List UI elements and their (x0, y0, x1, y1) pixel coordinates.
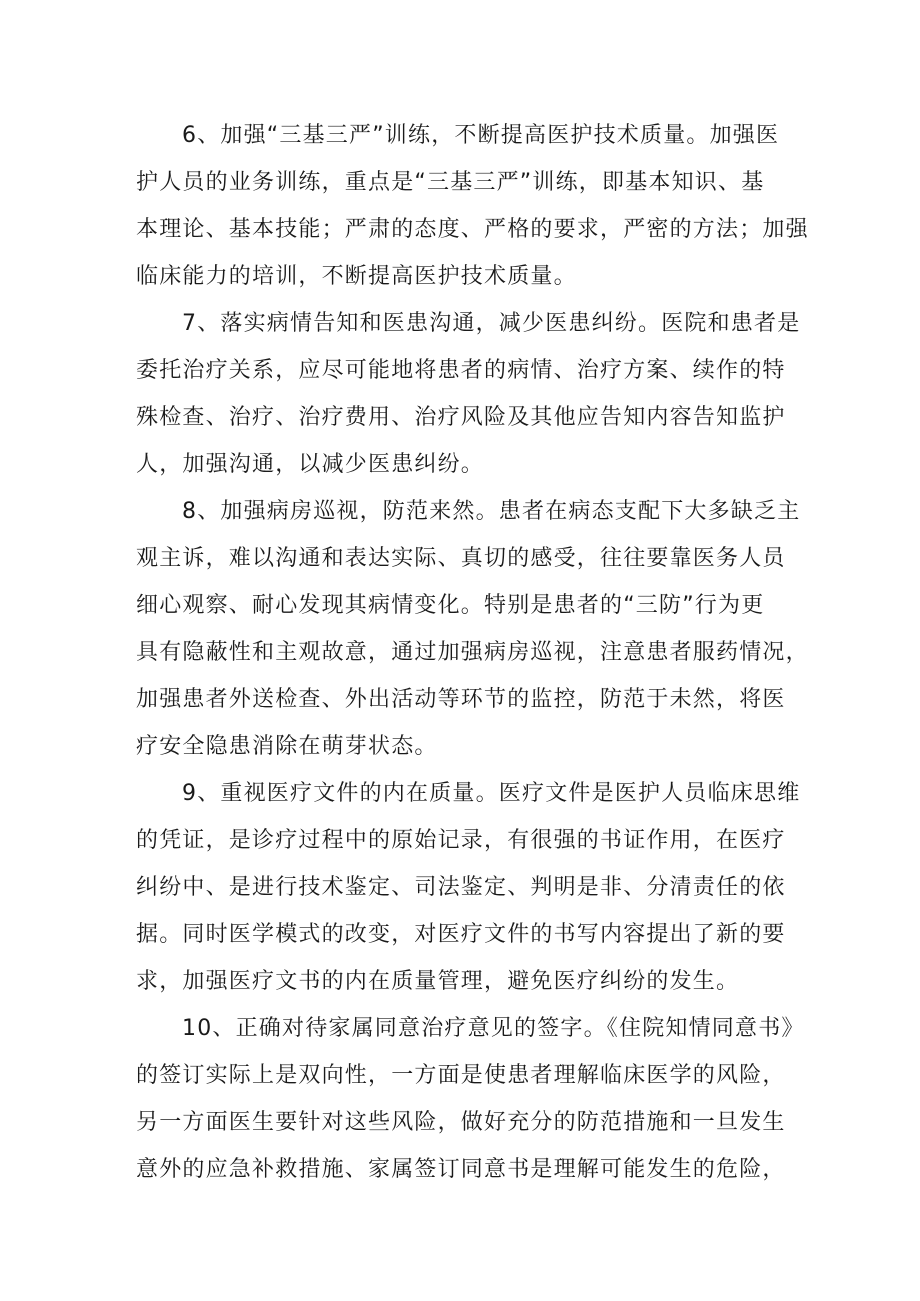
paragraph-line: 加强患者外送检查、外出活动等环节的监控，防范于未然，将医 (136, 687, 786, 712)
paragraph-line: 临床能力的培训，不断提高医护技术质量。 (136, 264, 577, 289)
paragraph-line: 疗安全隐患消除在萌芽状态。 (136, 734, 438, 759)
paragraph-line: 护人员的业务训练，重点是“三基三严”训练，即基本知识、基 (136, 170, 765, 195)
paragraph-6 (136, 112, 809, 300)
paragraph-7 (136, 300, 801, 488)
paragraph-line: 9、重视医疗文件的内在质量。医疗文件是医护人员临床思维 (182, 781, 801, 806)
paragraph-line: 意外的应急补救措施、家属签订同意书是理解可能发生的危险， (136, 1157, 786, 1182)
document-body (136, 112, 809, 1193)
paragraph-line: 纠纷中、是进行技术鉴定、司法鉴定、判明是非、分清责任的依 (136, 875, 786, 900)
paragraph-line: 观主诉，难以沟通和表达实际、真切的感受，往往要靠医务人员 (136, 546, 786, 571)
paragraph-line: 8、加强病房巡视，防范来然。患者在病态支配下大多缺乏主 (182, 499, 801, 524)
paragraph-line: 具有隐蔽性和主观故意，通过加强病房巡视，注意患者服药情况， (136, 640, 809, 665)
paragraph-line: 殊检查、治疗、治疗费用、治疗风险及其他应告知内容告知监护 (136, 405, 786, 430)
paragraph-line: 10、正确对待家属同意治疗意见的签字。《住院知情同意书》 (182, 1016, 805, 1041)
paragraph-line: 本理论、基本技能；严肃的态度、严格的要求，严密的方法；加强 (136, 217, 809, 242)
paragraph-9 (136, 770, 801, 1005)
paragraph-line: 求，加强医疗文书的内在质量管理，避免医疗纠纷的发生。 (136, 969, 740, 994)
paragraph-10 (136, 1005, 805, 1193)
paragraph-line: 细心观察、耐心发现其病情变化。特别是患者的“三防”行为更 (136, 593, 765, 618)
paragraph-line: 据。同时医学模式的改变，对医疗文件的书写内容提出了新的要 (136, 922, 786, 947)
paragraph-line: 6、加强“三基三严”训练，不断提高医护技术质量。加强医 (182, 123, 780, 148)
paragraph-line: 7、落实病情告知和医患沟通，减少医患纠纷。医院和患者是 (182, 311, 801, 336)
paragraph-line: 人，加强沟通，以减少医患纠纷。 (136, 452, 485, 477)
paragraph-line: 的签订实际上是双向性，一方面是使患者理解临床医学的风险， (136, 1063, 786, 1088)
paragraph-line: 另一方面医生要针对这些风险，做好充分的防范措施和一旦发生 (136, 1110, 786, 1135)
paragraph-8 (136, 488, 809, 770)
paragraph-line: 的凭证，是诊疗过程中的原始记录，有很强的书证作用，在医疗 (136, 828, 786, 853)
paragraph-line: 委托治疗关系，应尽可能地将患者的病情、治疗方案、续作的特 (136, 358, 786, 383)
